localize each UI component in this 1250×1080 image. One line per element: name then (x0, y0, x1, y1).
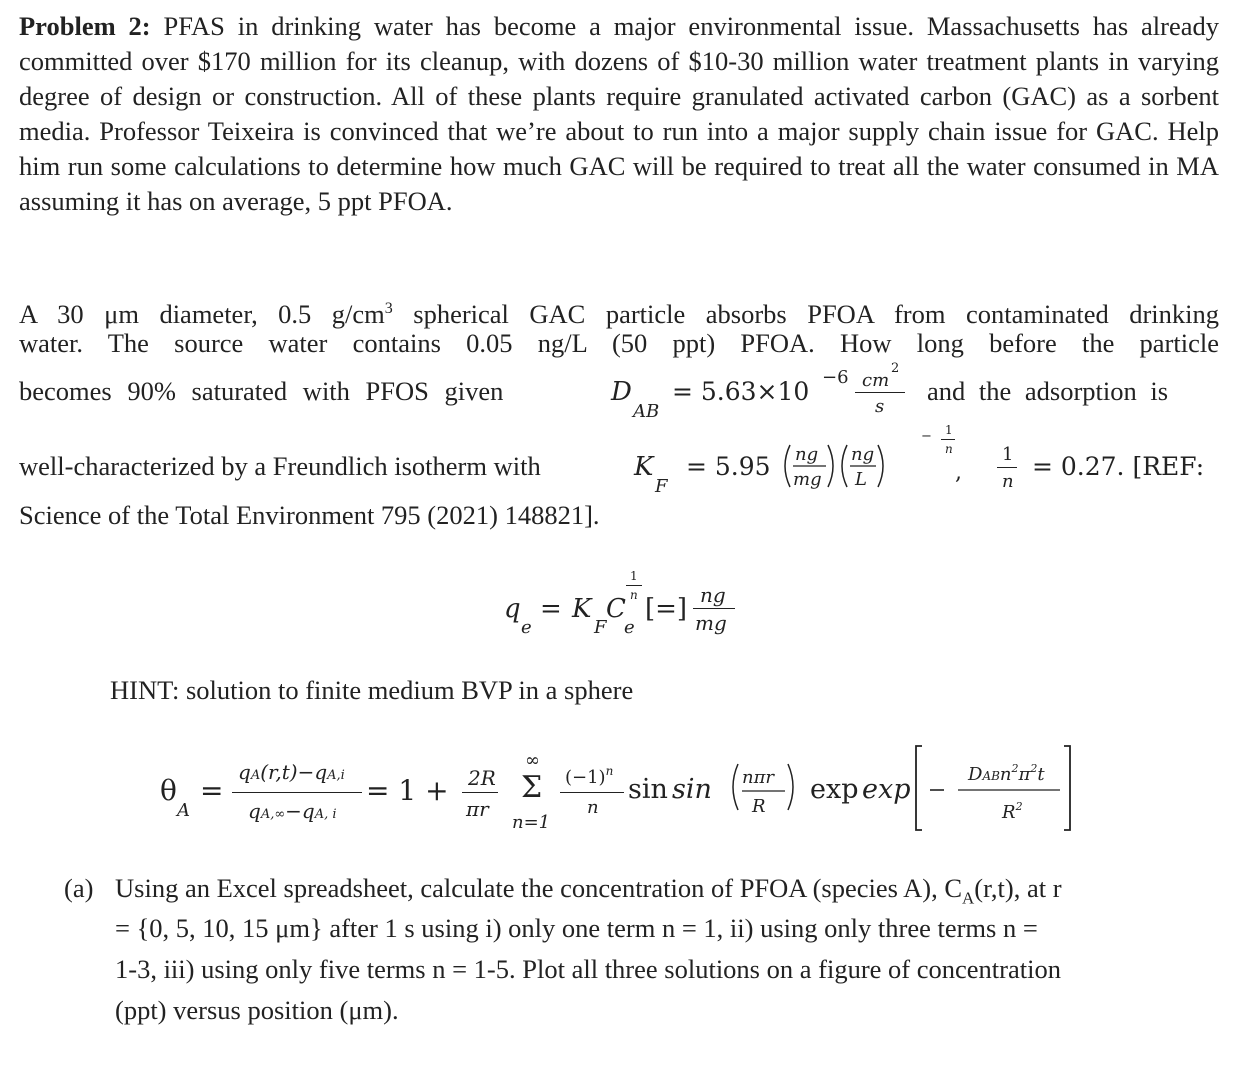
kf-exp-minus: − (921, 429, 932, 444)
kf-comma: , (955, 460, 962, 485)
eq2-equals: = (200, 774, 224, 807)
one-over-n-value: = 0.27. [REF: (1032, 452, 1205, 481)
eq2-n-den: n (587, 797, 599, 818)
eq2-exp-italic: exp (862, 774, 911, 805)
one-over-n-num: 1 (1002, 444, 1014, 465)
eq2-2R: 2R (468, 766, 496, 790)
eq1-q-sub: e (521, 617, 532, 638)
d-ab-unit-num-exp: 2 (891, 361, 900, 376)
eq2-num-text: qA(r,t)−qA,i (238, 760, 345, 784)
eq2-sin: sin (628, 774, 668, 805)
eq2-exp-brackets (912, 742, 1078, 834)
para2-line3-text: becomes 90% saturated with PFOS given (19, 376, 504, 406)
eq2-exp: exp (810, 774, 859, 805)
eq1-units-den: mg (695, 611, 727, 635)
d-ab-subscript: AB (633, 401, 660, 422)
eq2-theta-sub: A (177, 800, 190, 821)
eq2-neg1-bar (560, 792, 624, 793)
para2-line1: A 30 μm diameter, 0.5 $g/cm^3$ spherical GAC particle absorbs PFOA from contaminated drinking (19, 298, 1219, 329)
eq1-units-num: ng (700, 583, 726, 607)
eq2-2R-bar (462, 792, 498, 793)
eq1-exp-1: 1 (630, 569, 638, 583)
part-a-label: (a) (64, 873, 94, 903)
one-over-n-den: n (1002, 471, 1014, 492)
eq2-theta: θ (160, 774, 177, 807)
d-ab-symbol: D (611, 377, 632, 407)
eq1-K-sub: F (594, 617, 607, 638)
d-ab-unit-bar (855, 392, 905, 393)
kf-unit-ng2: ng (851, 444, 875, 465)
kf-exp-bar (941, 439, 955, 440)
eq1-units-eq: [=] (645, 594, 688, 624)
eq1-equals: = (540, 594, 562, 624)
kf-unit-mg: mg (793, 469, 822, 490)
d-ab-exponent: −6 (822, 367, 849, 388)
eq2-sum-lower: n=1 (512, 812, 551, 833)
kf-unit-L: L (855, 469, 867, 490)
part-a-line2: = {0, 5, 10, 15 μm} after 1 s using i) only one term n = 1, ii) using only three terms n = (115, 913, 1038, 943)
eq2-exp-num: $DABn^2\pi^2t$ (968, 762, 1045, 785)
para2-line3-tail: and the adsorption is (927, 376, 1169, 406)
eq1-q: q (504, 594, 521, 624)
eq1-exp-bar (626, 585, 642, 586)
eq1-exp-n: n (630, 588, 638, 602)
d-ab-unit-num: cm (862, 370, 890, 391)
problem-text: PFAS in drinking water has become a major environmental issue. Massachusetts has already committed over $170 million for its cleanup, with dozens of $10-30 million water treatment plants in varying degree of design or construction. All of these plants require granulated activated carbon (GAC) as a sorbent media. Professor Teixeira is convinced that we’re about to run into a major supply chain issue for GAC. Help him run some calculations to determine how much GAC will be required to treat all the water consumed in MA assuming it has on average, 5 ppt PFOA. (19, 11, 1219, 216)
problem-statement (19, 9, 1219, 219)
eq2-R: R (752, 796, 766, 817)
d-ab-value: = 5.63×10 (672, 377, 810, 406)
kf-unit-ng1: ng (795, 444, 819, 465)
eq2-one-plus: = 1 + (366, 774, 449, 807)
part-a-line4: (ppt) versus position (μm). (115, 995, 399, 1025)
eq2-neg1-n: $(-1)^n$ (565, 764, 614, 788)
eq2-main-bar (232, 792, 362, 793)
kf-symbol: K (634, 452, 654, 482)
part-a-line3: 1-3, iii) using only five terms n = 1-5. Plot all three solutions on a figure of concentration (115, 954, 1061, 984)
eq2-den-text: qA,∞−qA, i (248, 799, 337, 823)
kf-exp-1: 1 (945, 423, 953, 437)
kf-value: = 5.95 (686, 452, 771, 481)
para2-line5: Science of the Total Environment 795 (2021) 148821]. (19, 500, 600, 530)
one-over-n-bar (997, 467, 1017, 468)
problem-label: Problem 2: (19, 11, 151, 41)
para2-line2: water. The source water contains 0.05 ng/L (50 ppt) PFOA. How long before the particle (19, 328, 1219, 358)
eq1-units-bar (693, 608, 735, 609)
kf-subscript: F (655, 476, 668, 497)
eq2-infinity: ∞ (525, 750, 540, 771)
d-ab-unit-den: s (875, 396, 885, 417)
eq2-sin-italic: sin (672, 774, 712, 805)
eq2-sigma: Σ (521, 770, 543, 805)
eq1-K: K (572, 594, 592, 624)
eq2-npir: nπr (742, 767, 775, 788)
eq1-C-sub: e (624, 617, 635, 638)
para2-line4-text: well-characterized by a Freundlich isotherm with (19, 451, 541, 481)
hint-text: HINT: solution to finite medium BVP in a sphere (110, 675, 634, 705)
eq2-pir: πr (466, 797, 489, 821)
part-a-line1: Using an Excel spreadsheet, calculate the concentration of PFOA (species A), $C_A(r,t)$, at r (115, 873, 1062, 908)
kf-exp-n: n (945, 442, 953, 456)
eq1-C: C (606, 594, 626, 624)
eq2-exp-den: $R^2$ (1002, 800, 1023, 823)
